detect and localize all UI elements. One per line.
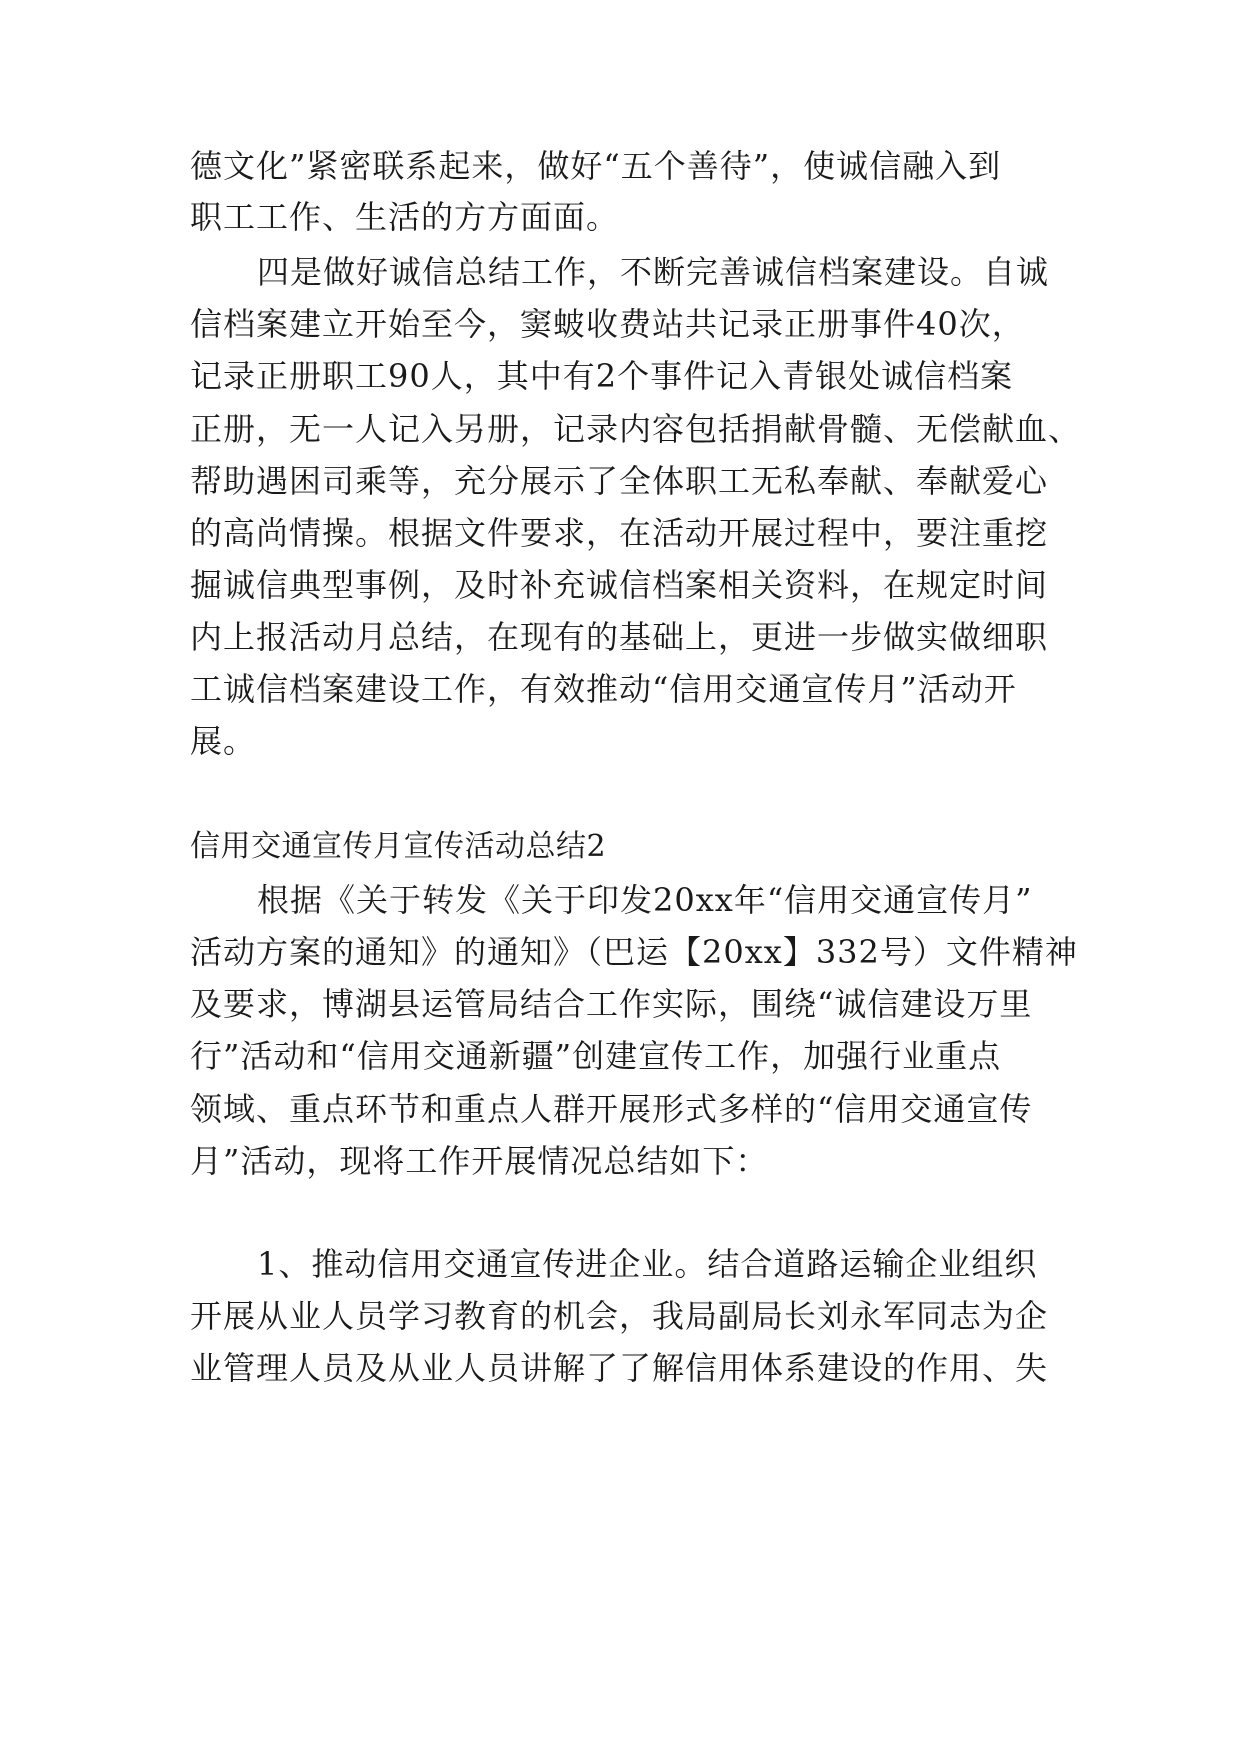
paragraph-line: 掘诚信典型事例，及时补充诚信档案相关资料，在规定时间 (190, 566, 1049, 604)
paragraph-line: 开展从业人员学习教育的机会，我局副局长刘永军同志为企 (190, 1297, 1049, 1335)
paragraph-line: 行”活动和“信用交通新疆”创建宣传工作，加强行业重点 (190, 1037, 1002, 1075)
paragraph-line: 根据《关于转发《关于印发20xx年“信用交通宣传月” (257, 881, 1033, 919)
paragraph-line: 四是做好诚信总结工作，不断完善诚信档案建设。自诚 (257, 253, 1050, 291)
paragraph-line: 展。 (190, 722, 257, 760)
paragraph-line: 领域、重点环节和重点人群开展形式多样的“信用交通宣传 (190, 1090, 1033, 1128)
paragraph-line: 帮助遇困司乘等，充分展示了全体职工无私奉献、奉献爱心 (190, 462, 1049, 500)
paragraph-line: 记录正册职工90人，其中有2个事件记入青银处诚信档案 (190, 357, 1014, 395)
paragraph-line: 信档案建立开始至今，窦蚾收费站共记录正册事件40次， (190, 305, 1025, 343)
paragraph-line: 业管理人员及从业人员讲解了了解信用体系建设的作用、失 (190, 1349, 1049, 1387)
paragraph-line: 月”活动，现将工作开展情况总结如下： (190, 1142, 769, 1180)
paragraph-line: 内上报活动月总结，在现有的基础上，更进一步做实做细职 (190, 618, 1049, 656)
section-heading: 信用交通宣传月宣传活动总结2 (190, 829, 607, 864)
paragraph-line: 德文化”紧密联系起来，做好“五个善待”，使诚信融入到 (190, 147, 1002, 185)
paragraph-line: 职工工作、生活的方方面面。 (190, 198, 620, 236)
paragraph-line: 的高尚情操。根据文件要求，在活动开展过程中，要注重挖 (190, 514, 1049, 552)
paragraph-line: 正册，无一人记入另册，记录内容包括捐献骨髓、无偿献血、 (190, 410, 1082, 448)
paragraph-line: 1、推动信用交通宣传进企业。结合道路运输企业组织 (257, 1245, 1038, 1283)
paragraph-line: 活动方案的通知》的通知》（巴运【20xx】332号）文件精神 (190, 933, 1078, 971)
paragraph-line: 工诚信档案建设工作，有效推动“信用交通宣传月”活动开 (190, 670, 1017, 708)
paragraph-line: 及要求，博湖县运管局结合工作实际，围绕“诚信建设万里 (190, 985, 1033, 1023)
